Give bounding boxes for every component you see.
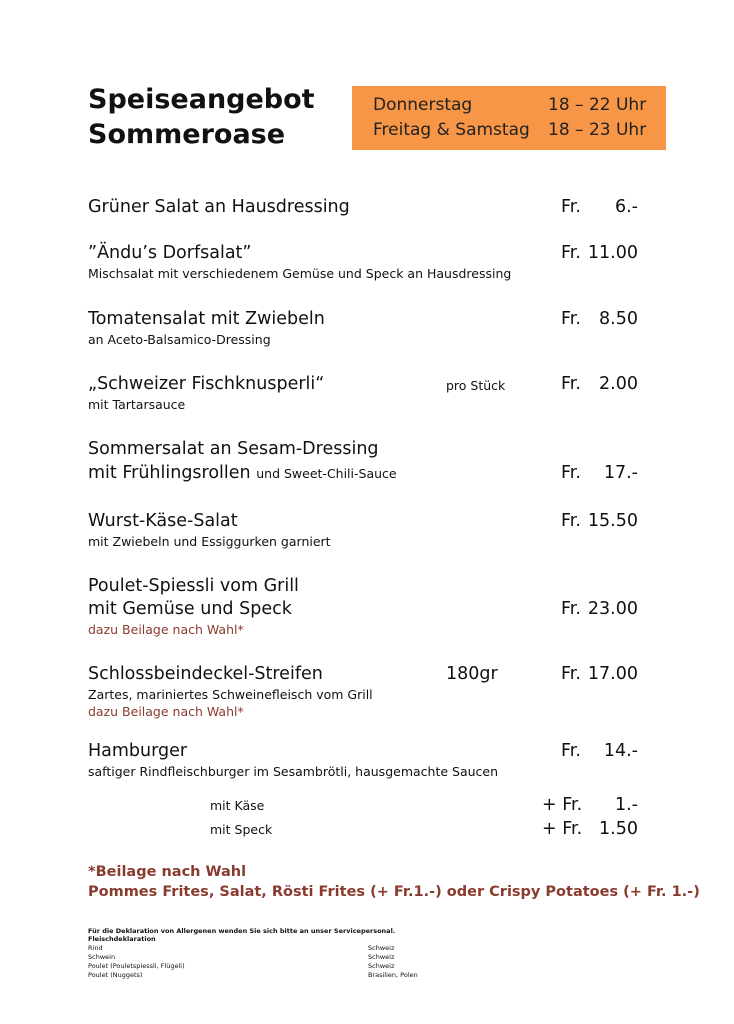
- menu-item-qualifier: 180gr: [446, 664, 498, 684]
- hours-day-2: Freitag & Samstag: [373, 120, 530, 140]
- opening-hours-box: [352, 86, 666, 150]
- menu-item-name: Schlossbeindeckel-Streifen: [88, 664, 323, 684]
- meat-origin: Schweiz: [368, 962, 395, 970]
- menu-item-description: saftiger Rindfleischburger im Sesambrötli, hausgemachte Saucen: [88, 764, 499, 779]
- menu-item-name: Sommersalat an Sesam-Dressing: [88, 439, 379, 459]
- menu-item-name: Grüner Salat an Hausdressing: [88, 197, 350, 217]
- menu-item-price: 23.00: [587, 599, 638, 619]
- menu-item-name-line2: [88, 463, 397, 483]
- menu-item-price: 17.-: [603, 463, 638, 483]
- hours-time-1: 18 – 22 Uhr: [548, 95, 647, 115]
- meat-origin: Schweiz: [368, 953, 395, 961]
- menu-item-name-suffix: und Sweet-Chili-Sauce: [256, 466, 397, 481]
- menu-item-description: mit Tartarsauce: [88, 397, 186, 412]
- meat-origin: Schweiz: [368, 944, 395, 952]
- menu-item-price: 11.00: [587, 243, 638, 263]
- extra-currency: + Fr.: [542, 819, 583, 839]
- extra-price: 1.-: [614, 795, 638, 815]
- menu-item-description: an Aceto-Balsamico-Dressing: [88, 332, 271, 347]
- menu-item-side-note: dazu Beilage nach Wahl*: [88, 704, 244, 719]
- menu-item-currency: Fr.: [561, 511, 581, 531]
- menu-item-price: 6.-: [614, 197, 638, 217]
- menu-item-name: Wurst-Käse-Salat: [88, 511, 238, 531]
- menu-item-name: „Schweizer Fischknusperli“: [88, 374, 325, 394]
- extra-label: mit Speck: [210, 822, 273, 837]
- menu-item-currency: Fr.: [561, 741, 581, 761]
- menu-item-price: 8.50: [599, 309, 638, 329]
- side-dish-options: Pommes Frites, Salat, Rösti Frites (+ Fr.1.-) oder Crispy Potatoes (+ Fr. 1.-): [88, 884, 700, 900]
- menu-item-description: mit Zwiebeln und Essiggurken garniert: [88, 534, 331, 549]
- menu-item-currency: Fr.: [561, 463, 581, 483]
- menu-item-name-part: mit Frühlingsrollen: [88, 463, 251, 483]
- menu-item-name: Hamburger: [88, 741, 188, 761]
- menu-title-line2: Sommeroase: [88, 119, 286, 150]
- menu-title-line1: Speiseangebot: [88, 84, 315, 115]
- menu-item-name: Poulet-Spiessli vom Grill: [88, 576, 299, 596]
- menu-item-description: Mischsalat mit verschiedenem Gemüse und Speck an Hausdressing: [88, 266, 512, 281]
- menu-item-side-note: dazu Beilage nach Wahl*: [88, 622, 244, 637]
- meat-declaration-heading: Fleischdeklaration: [88, 935, 156, 943]
- menu-item-price: 2.00: [599, 374, 638, 394]
- allergen-note: Für die Deklaration von Allergenen wenden Sie sich bitte an unser Servicepersonal.: [88, 927, 396, 935]
- menu-item-currency: Fr.: [561, 197, 581, 217]
- menu-item-name-line2: mit Gemüse und Speck: [88, 599, 292, 619]
- meat-type: Rind: [88, 944, 103, 952]
- meat-type: Schwein: [88, 953, 116, 961]
- menu-item-name: Tomatensalat mit Zwiebeln: [88, 309, 325, 329]
- meat-type: Poulet (Pouletspiessli, Flügeli): [88, 962, 185, 970]
- meat-type: Poulet (Nuggets): [88, 971, 143, 979]
- menu-item-currency: Fr.: [561, 374, 581, 394]
- menu-item-price: 17.00: [587, 664, 638, 684]
- menu-item-currency: Fr.: [561, 243, 581, 263]
- menu-item-description: Zartes, mariniertes Schweinefleisch vom Grill: [88, 687, 373, 702]
- extra-price: 1.50: [599, 819, 638, 839]
- menu-item-currency: Fr.: [561, 664, 581, 684]
- menu-item-currency: Fr.: [561, 599, 581, 619]
- menu-item-currency: Fr.: [561, 309, 581, 329]
- menu-item-price: 14.-: [603, 741, 638, 761]
- extra-currency: + Fr.: [542, 795, 583, 815]
- meat-origin: Brasilien, Polen: [368, 971, 418, 979]
- side-dish-heading: *Beilage nach Wahl: [88, 864, 247, 880]
- menu-item-name: ”Ändu’s Dorfsalat”: [88, 243, 252, 263]
- menu-item-qualifier: pro Stück: [446, 378, 506, 393]
- extra-label: mit Käse: [210, 798, 265, 813]
- hours-day-1: Donnerstag: [373, 95, 473, 115]
- menu-item-price: 15.50: [587, 511, 638, 531]
- hours-time-2: 18 – 23 Uhr: [548, 120, 647, 140]
